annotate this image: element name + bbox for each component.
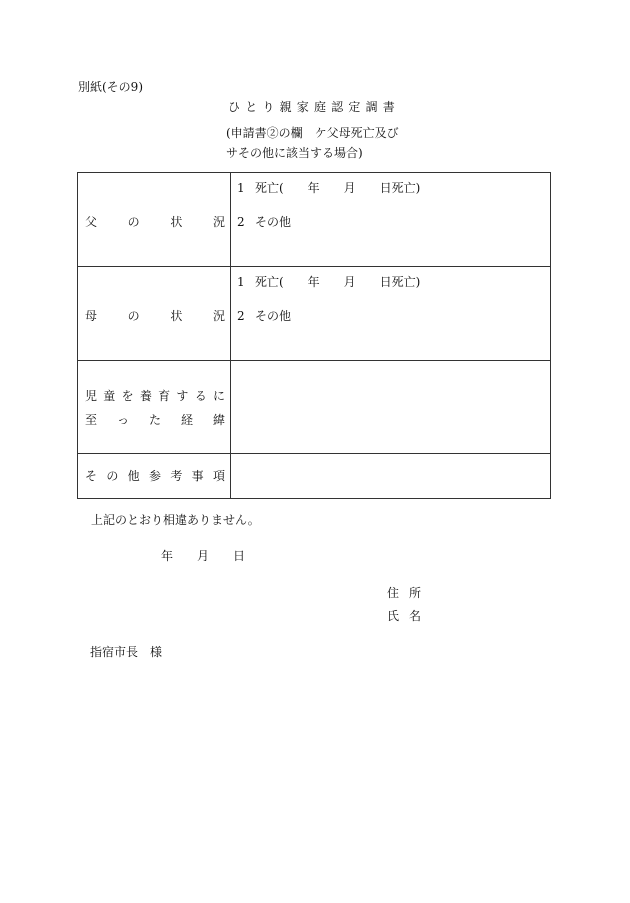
child-rearing-history-row xyxy=(78,361,550,454)
label-char: 状 xyxy=(170,309,183,323)
label-char: 他 xyxy=(127,469,140,483)
label-char: 児 xyxy=(85,389,98,403)
father-option-deceased xyxy=(237,181,420,195)
label-char: 至 xyxy=(85,413,98,427)
option-number: 2 xyxy=(237,215,245,229)
option-text: 死亡( 年 月 日死亡) xyxy=(255,181,421,195)
history-label-line-1 xyxy=(85,389,225,403)
mother-option-other xyxy=(237,309,291,323)
form-reference: 別紙(その9) xyxy=(78,80,143,94)
document-title: ひとり親家庭認定調書 xyxy=(228,100,401,114)
mother-option-deceased xyxy=(237,275,420,289)
father-status-label xyxy=(85,215,225,229)
label-char: 状 xyxy=(170,215,183,229)
label-char: 育 xyxy=(158,389,171,403)
label-char: 童 xyxy=(103,389,116,403)
label-char: 養 xyxy=(139,389,152,403)
other-reference-row xyxy=(78,454,550,499)
option-text: その他 xyxy=(255,215,292,229)
father-option-other xyxy=(237,215,291,229)
label-char: 事 xyxy=(191,469,204,483)
other-reference-label xyxy=(85,469,225,483)
declaration-statement: 上記のとおり相違ありません。 xyxy=(91,513,260,527)
label-char: 況 xyxy=(212,215,225,229)
label-char: 母 xyxy=(85,309,98,323)
label-char: す xyxy=(176,389,189,403)
subtitle-line-2: サその他に該当する場合) xyxy=(226,146,363,160)
label-char: た xyxy=(148,413,161,427)
address-label: 住所 xyxy=(387,586,432,600)
label-char: 経 xyxy=(180,413,193,427)
label-char: 況 xyxy=(212,309,225,323)
label-char: そ xyxy=(85,469,98,483)
option-text: その他 xyxy=(255,309,292,323)
label-char: 緯 xyxy=(212,413,225,427)
mother-status-label xyxy=(85,309,225,323)
history-label-line-2 xyxy=(85,413,225,427)
label-char: る xyxy=(194,389,207,403)
father-status-row xyxy=(78,173,550,267)
date-line: 年 月 日 xyxy=(161,549,246,563)
label-char: を xyxy=(121,389,134,403)
subtitle-line-1: (申請書②の欄 ケ父母死亡及び xyxy=(226,126,399,140)
label-char: 父 xyxy=(85,215,98,229)
label-char: の xyxy=(127,309,140,323)
name-label: 氏名 xyxy=(387,609,432,623)
option-number: 2 xyxy=(237,309,245,323)
label-char: 考 xyxy=(170,469,183,483)
label-char: の xyxy=(127,215,140,229)
label-char: の xyxy=(106,469,119,483)
addressee: 指宿市長 様 xyxy=(90,645,163,659)
label-char: 項 xyxy=(212,469,225,483)
option-number: 1 xyxy=(237,181,245,195)
mother-status-row xyxy=(78,267,550,361)
label-char: っ xyxy=(116,413,129,427)
option-number: 1 xyxy=(237,275,245,289)
label-char: に xyxy=(212,389,225,403)
form-table xyxy=(77,172,551,499)
option-text: 死亡( 年 月 日死亡) xyxy=(255,275,421,289)
label-char: 参 xyxy=(148,469,161,483)
